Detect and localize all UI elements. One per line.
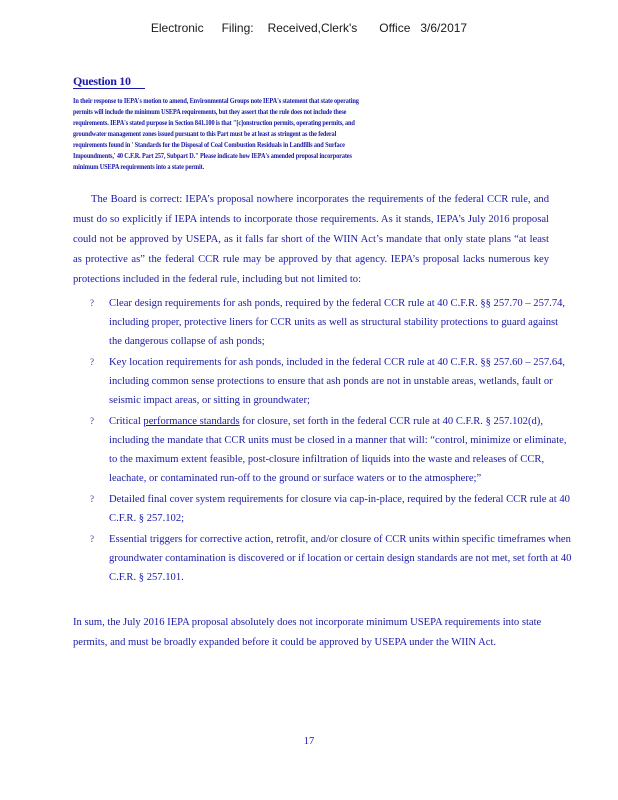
answer-paragraph-2: In sum, the July 2016 IEPA proposal absolutely does not incorporate minimum USEPA requirements into state permits, and must be broadly expanded before it could be approved by USEPA under the WIIN Act. — [73, 617, 542, 648]
header-received: Received,Clerk's — [267, 21, 358, 35]
bullet-marker: ? — [90, 494, 94, 504]
bullet-text: Detailed final cover system requirements for closure via cap-in-place, required by the federal CCR rule at 40 C.F.R. § 257.102; — [109, 494, 570, 524]
list-item — [73, 353, 573, 410]
bullet-prefix: Critical — [109, 416, 144, 427]
list-item — [73, 412, 573, 488]
list-item — [73, 530, 573, 587]
bullet-text: Essential triggers for corrective action, retrofit, and/or closure of CCR units within specific timeframes when groundwater contamination is discovered or if location or certain design standards are not met, set forth at 40 C.F.R. § 257.101. — [109, 534, 572, 583]
bullet-marker: ? — [90, 416, 94, 426]
bullet-marker: ? — [90, 534, 94, 544]
answer-paragraph-1: The Board is correct: IEPA’s proposal nowhere incorporates the requirements of the federal CCR rule, and must do so explicitly if IEPA intends to incorporate those requirements. As it stands, IEPA’s July 2016 proposal could not be approved by USEPA, as it falls far short of the WIIN Act’s mandate that only state plans “at least as protective as” the federal CCR rule may be approved by that agency. IEPA’s proposal lacks numerous key protections included in the federal rule, including but not limited to: — [73, 194, 549, 285]
bullet-text: Key location requirements for ash ponds, included in the federal CCR rule at 40 C.F.R. §§ 257.60 – 257.64, including common sense protections to ensure that ash ponds are not in unstable areas, wetlands, fault or seismic impact areas, or sitting in groundwater; — [109, 357, 566, 406]
bullet-list — [73, 294, 573, 589]
bullet-marker: ? — [90, 357, 94, 367]
header-filing: Filing: — [221, 21, 254, 35]
list-item — [73, 490, 573, 528]
list-item — [73, 294, 573, 351]
question-text: In their response to IEPA's motion to amend, Environmental Groups note IEPA's statement that state operating permits will include the minimum USEPA requirements, but they assert that the rule does not include these requirements. IEPA's stated purpose in Section 841.100 is that "[c]onstruction permits, operating permits, and groundwater management zones issued pursuant to this Part must be at least as stringent as the federal requirements found in ' Standards for the Disposal of Coal Combustion Residuals in Landfills and Surface Impoundments,' 40 C.F.R. Part 257, Subpart D." Please indicate how IEPA's amended proposal incorporates minimum USEPA requirements into a state permit. — [73, 97, 359, 171]
page-number: 17 — [303, 736, 315, 747]
filing-header — [0, 21, 618, 35]
bullet-underlined-term: performance standards — [143, 416, 240, 427]
bullet-marker: ? — [90, 298, 94, 308]
question-title: Question 10 — [73, 74, 145, 89]
bullet-text: for closure, set forth in the federal CCR rule at 40 C.F.R. § 257.102(d), including the mandate that CCR units must be closed in a manner that will: “control, minimize or eliminate, to the maximum extent feasible, post-closure infiltration of liquids into the waste and releases of CCR, leachate, or contaminated run-off to the ground or surface waters or to the atmosphere;” — [109, 416, 567, 484]
header-date: 3/6/2017 — [420, 21, 468, 35]
header-electronic: Electronic — [150, 21, 204, 35]
bullet-text: Clear design requirements for ash ponds, required by the federal CCR rule at 40 C.F.R. §§ 257.70 – 257.74, including proper, protective liners for CCR units as well as structural stability protections to guard against the dangerous collapse of ash ponds; — [109, 298, 566, 347]
header-office: Office — [379, 21, 411, 35]
